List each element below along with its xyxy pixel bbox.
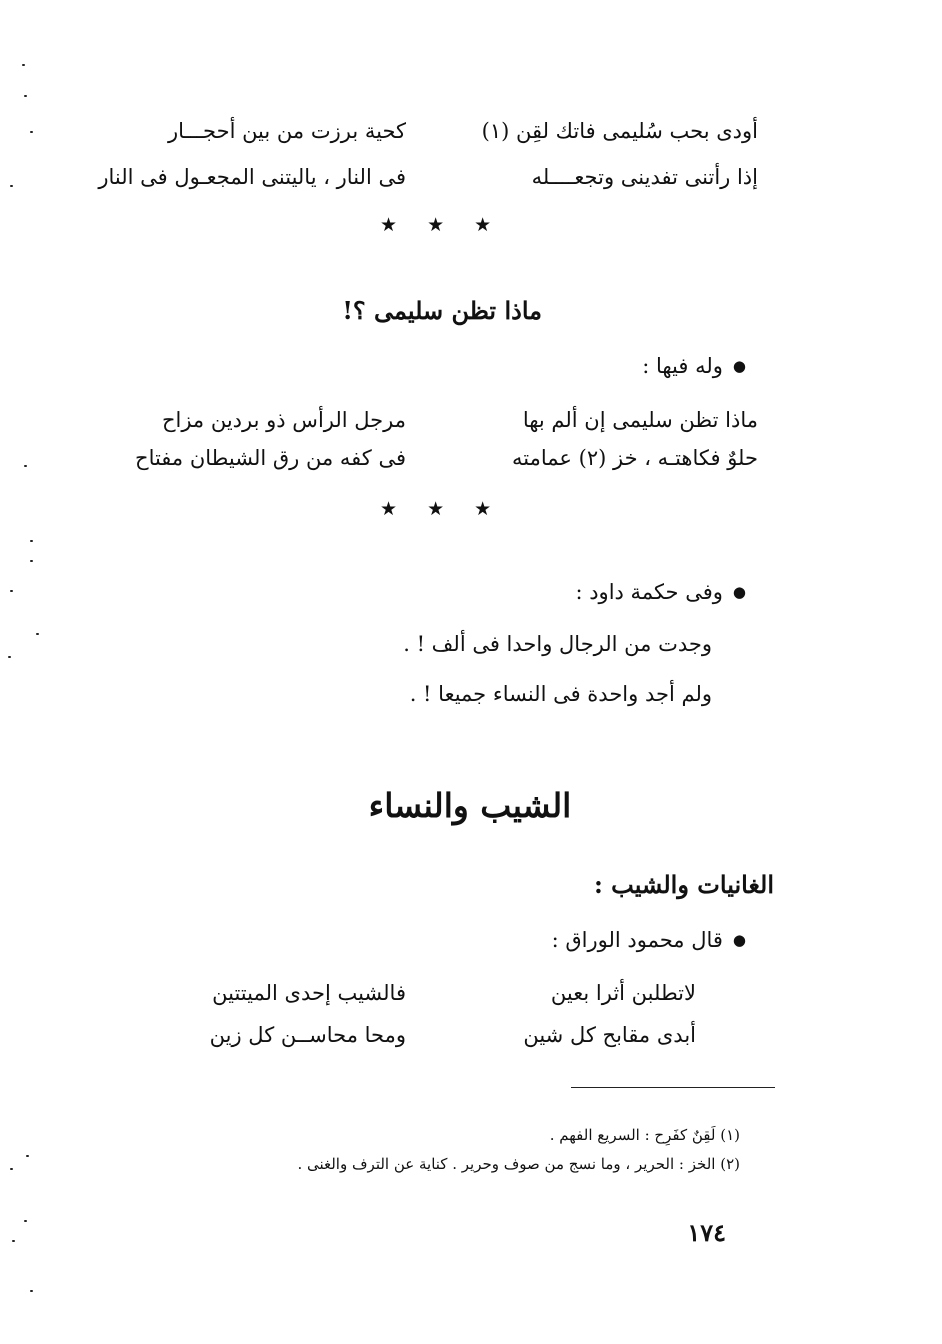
verse-first-half: لاتطلبن أثرا بعين (550, 981, 696, 1005)
bullet-icon: ● (732, 583, 746, 601)
scan-speck (8, 656, 11, 658)
scan-speck (36, 633, 39, 635)
scan-speck (30, 1290, 33, 1292)
verse-first-half: حلوٌ فكاهتـه ، خز (٢) عمامته (512, 446, 758, 470)
chapter-title: الشيب والنساء (368, 786, 572, 825)
verse-second-half: كحية برزت من بين أحجـــار (168, 119, 406, 143)
subsection-heading: الغانيات والشيب : (593, 870, 774, 899)
bullet-icon: ● (732, 931, 746, 949)
section-divider-stars: ★ ★ ★ (380, 498, 504, 520)
verse-second-half: فالشيب إحدى الميتتين (212, 981, 406, 1005)
wisdom-line: وجدت من الرجال واحدا فى ألف ! . (403, 632, 712, 656)
scan-speck (10, 1168, 13, 1170)
scan-speck (26, 1155, 29, 1157)
poem-intro (642, 354, 746, 378)
verse-first-half: إذا رأتنى تفدينى وتجعــــله (531, 165, 758, 189)
page-number: ١٧٤ (687, 1218, 726, 1247)
intro-label: وفى حكمة داود : (575, 580, 723, 604)
verse-first-half: أودى بحب سُليمى فاتك لقِن (١) (481, 119, 758, 143)
scan-speck (30, 560, 33, 562)
section-heading: ماذا تظن سليمى ؟! (342, 296, 542, 325)
section-divider-stars: ★ ★ ★ (380, 214, 504, 236)
scan-speck (30, 540, 33, 542)
verse-second-half: ومحا محاســن كل زين (209, 1023, 406, 1047)
scan-speck (10, 590, 13, 592)
verse-first-half: ماذا تظن سليمى إن ألم بها (522, 408, 758, 432)
wisdom-line: ولم أجد واحدة فى النساء جميعا ! . (409, 682, 712, 706)
scan-speck (30, 131, 33, 133)
footnote-rule (571, 1087, 775, 1088)
scan-speck (24, 1220, 27, 1222)
verse-second-half: فى النار ، ياليتنى المجعـول فى النار (98, 165, 406, 189)
scan-speck (22, 64, 25, 66)
verse-second-half: فى كفه من رق الشيطان مفتاح (135, 446, 406, 470)
intro-label: وله فيها : (642, 354, 723, 378)
bullet-icon: ● (732, 357, 746, 375)
scan-speck (24, 465, 27, 467)
scan-speck (12, 1240, 15, 1242)
footnote: (٢) الخز : الحرير ، وما نسج من صوف وحرير . كناية عن الترف والغنى . (297, 1155, 740, 1173)
verse-second-half: مرجل الرأس ذو بردين مزاح (161, 408, 406, 432)
footnote: (١) لَقِنٌ كفَرِح : السريع الفهم . (549, 1126, 740, 1144)
intro-label: قال محمود الوراق : (551, 928, 723, 952)
scan-speck (10, 185, 13, 187)
poem-intro (552, 928, 746, 952)
wisdom-intro (575, 580, 746, 604)
verse-first-half: أبدى مقابح كل شين (523, 1023, 696, 1047)
scan-speck (24, 95, 27, 97)
